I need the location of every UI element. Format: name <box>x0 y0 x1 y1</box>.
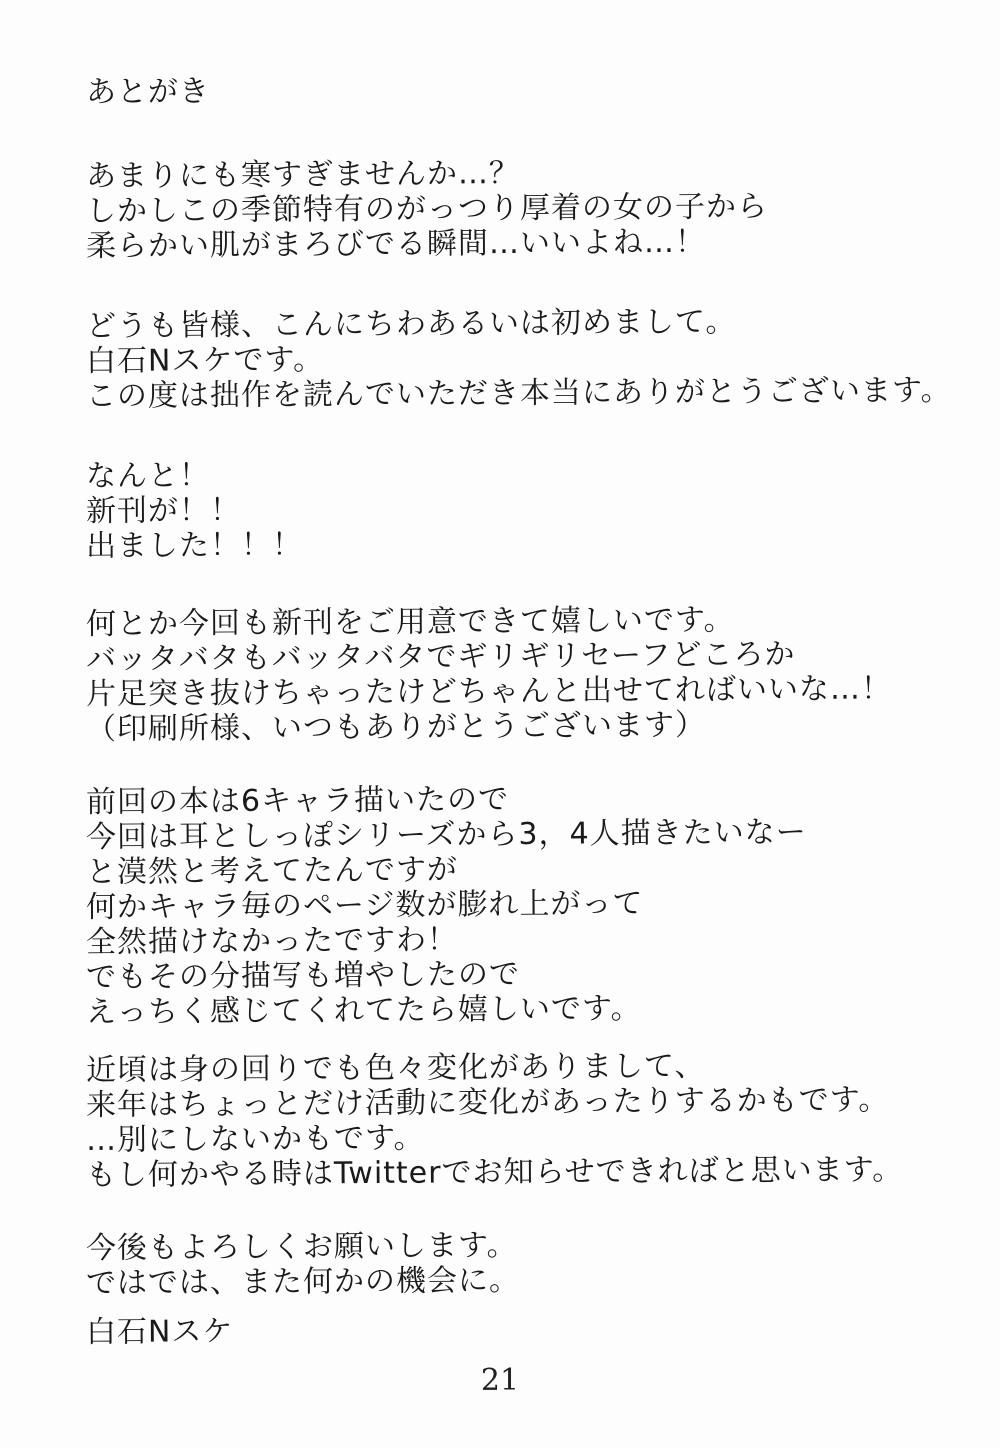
text-line: 今後もよろしくお願いします。 <box>85 1227 518 1266</box>
text-line: あまりにも寒すぎませんか…？ <box>85 155 521 194</box>
text-line: …別にしないかもです。 <box>85 1120 425 1158</box>
text-line: 片足突き抜けちゃったけどちゃんと出せてればいいな…！ <box>85 671 893 712</box>
text-line: 前回の本は6キャラ描いたので <box>85 782 510 820</box>
text-line: 近頃は身の回りでも色々変化がありまして、 <box>85 1048 706 1088</box>
text-line: えっちく感じてくれてたら嬉しいです。 <box>85 991 642 1030</box>
page-number: 21 <box>480 1363 520 1398</box>
text-line: 全然描けなかったですわ！ <box>85 922 459 960</box>
text-line: 白石Nスケです。 <box>85 342 325 379</box>
text-line: と漠然と考えてたんですが <box>85 852 459 890</box>
text-line: なんと！ <box>85 458 211 494</box>
text-line: 何とか今回も新刊をご用意できて嬉しいです。 <box>85 602 735 642</box>
text-line: 新刊が！！ <box>85 492 242 529</box>
text-line: ではでは、また何かの機会に。 <box>85 1262 521 1301</box>
text-line: もし何かやる時はTwitterでお知らせできればと思います。 <box>85 1152 904 1193</box>
text-line: しかしこの季節特有のがっつり厚着の女の子から <box>85 189 769 229</box>
text-line: どうも皆様、こんにちわあるいは初めまして。 <box>85 304 737 344</box>
author-signature: 白石Nスケ <box>85 1313 234 1350</box>
text-line: 何かキャラ毎のページ数が膨れ上がって <box>85 886 644 925</box>
text-line: 柔らかい肌がまろびでる瞬間…いいよね…！ <box>85 224 707 264</box>
text-line: 来年はちょっとだけ活動に変化があったりするかもです。 <box>85 1082 890 1123</box>
text-line: 出ました！！！ <box>85 527 304 564</box>
text-line: でもその分描写も増やしたので <box>85 956 521 995</box>
text-line: この度は拙作を読んでいただき本当にありがとうございます。 <box>85 372 952 414</box>
text-line: バッタバタもバッタバタでギリギリセーフどころか <box>85 637 796 677</box>
text-line: （印刷所様、いつもありがとうございます） <box>85 707 707 747</box>
afterword-title: あとがき <box>85 74 211 110</box>
text-line: 今回は耳としっぽシリーズから3，4人描きたいなー <box>85 814 807 855</box>
